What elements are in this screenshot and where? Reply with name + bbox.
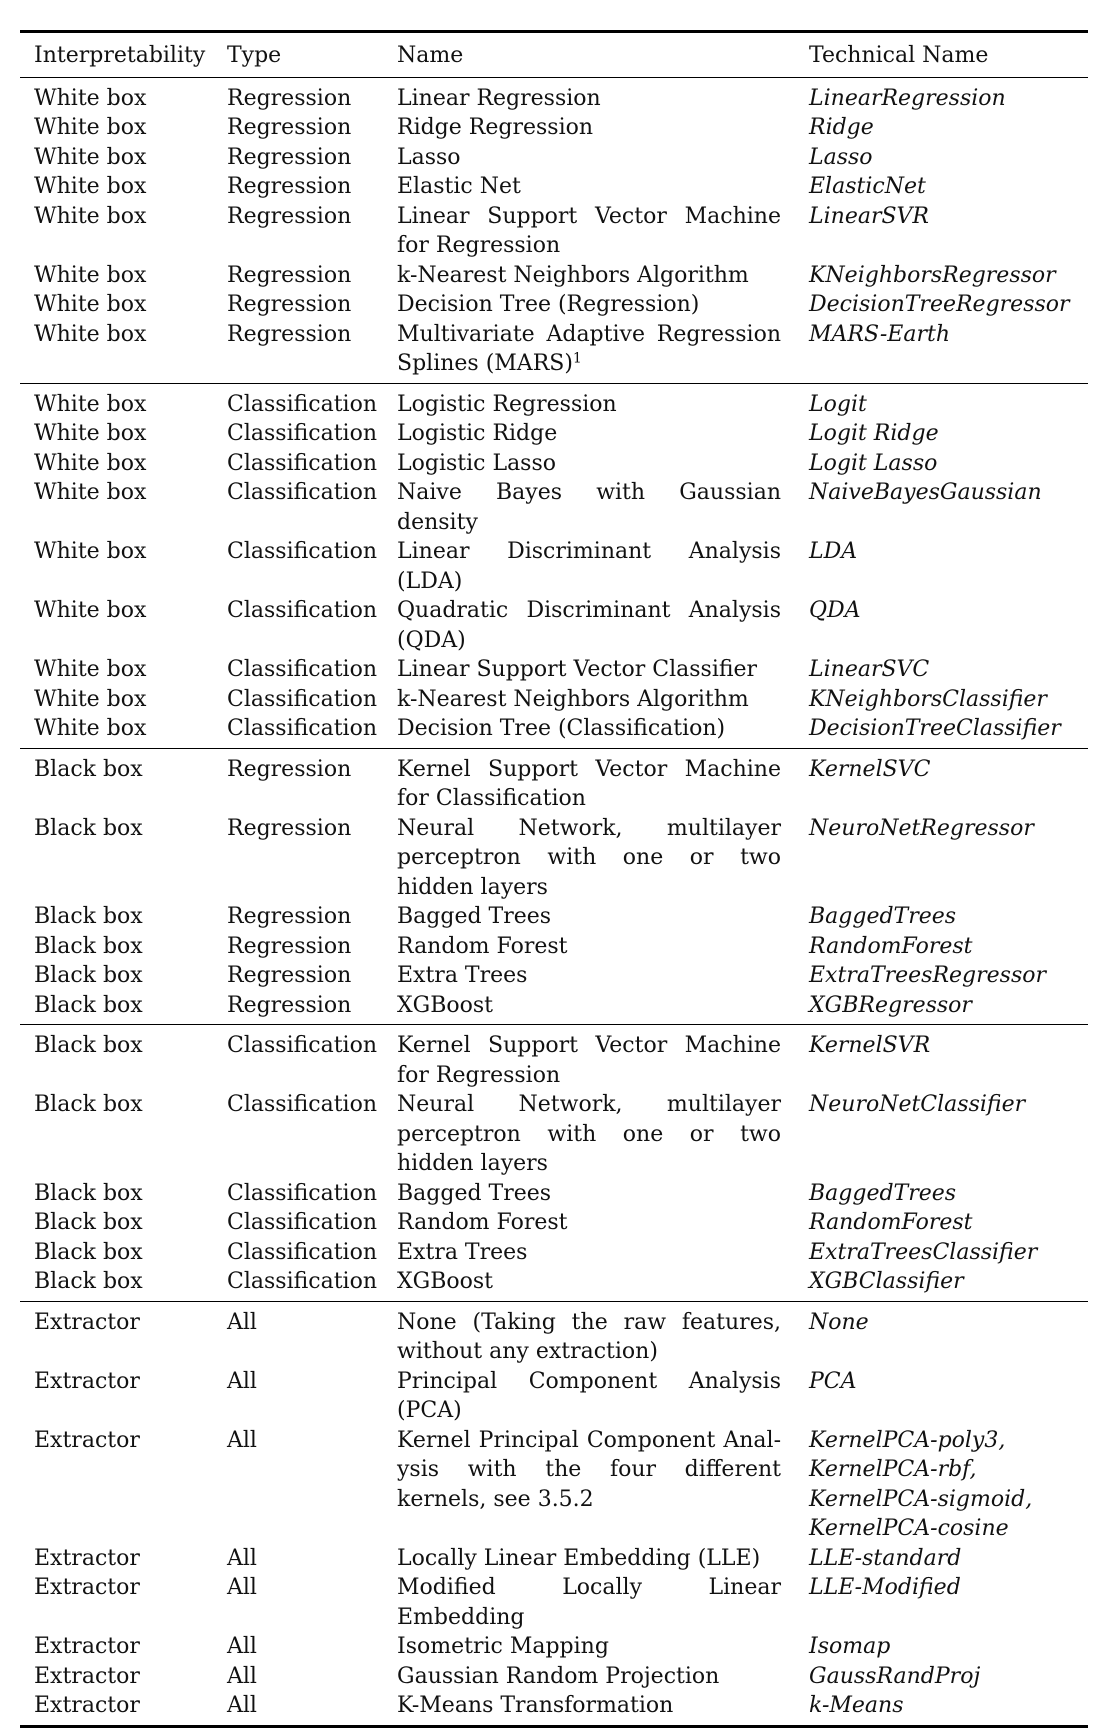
technical-name-cell: NeuroNetClassifier — [809, 1092, 1026, 1117]
name-cell — [383, 202, 795, 261]
model-name-text: Random Forest — [397, 1210, 568, 1235]
technical-name-cell: XGBRegressor — [809, 992, 972, 1018]
table-row — [20, 172, 1088, 202]
name-cell — [383, 77, 795, 113]
type-cell: Classification — [227, 1239, 378, 1265]
name-cell — [383, 991, 795, 1025]
table-row — [20, 77, 1088, 113]
model-name-text: Neural Network, multilayer perceptron with one or two hidden layers — [397, 1092, 781, 1176]
table-row — [20, 1544, 1088, 1574]
model-name-text: Decision Tree (Classification) — [397, 716, 726, 741]
type-cell: Classification — [227, 480, 378, 505]
technical-name-cell: PCA — [809, 1368, 857, 1394]
technical-name-cell: LinearSVC — [809, 657, 930, 682]
type-cell: Regression — [227, 992, 352, 1018]
technical-name-cell: BaggedTrees — [809, 1180, 957, 1206]
type-cell: Classification — [227, 1180, 378, 1206]
name-cell — [383, 419, 795, 449]
name-cell — [383, 714, 795, 748]
table-row — [20, 1025, 1088, 1091]
interpretability-cell: White box — [34, 321, 147, 347]
interpretability-cell: Black box — [34, 756, 143, 782]
interpretability-cell: White box — [34, 391, 147, 417]
technical-name-cell: KernelSVR — [809, 1033, 931, 1058]
model-name-text: XGBoost — [397, 992, 494, 1018]
interpretability-cell: Black box — [34, 1180, 143, 1206]
name-cell — [383, 290, 795, 320]
technical-name-cell: LinearSVR — [809, 203, 929, 229]
technical-name-cell: k-Means — [809, 1693, 904, 1718]
table-row — [20, 814, 1088, 903]
technical-name-cell: LinearRegression — [809, 85, 1006, 111]
interpretability-cell: White box — [34, 421, 147, 446]
table-row — [20, 1632, 1088, 1662]
name-cell — [383, 1632, 795, 1662]
model-name-text: Bagged Trees — [397, 904, 552, 929]
table-header — [20, 32, 1088, 78]
name-cell — [383, 1367, 795, 1426]
model-name-text: Multivariate Adaptive Regression Splines (MARS) — [397, 321, 781, 376]
model-name-text: Modified Locally Linear Embedding — [397, 1575, 781, 1630]
name-cell — [383, 1090, 795, 1179]
type-cell: Classification — [227, 1033, 378, 1058]
technical-name-cell: Logit Ridge — [809, 421, 939, 446]
model-name-text: Logistic Lasso — [397, 450, 557, 476]
name-cell — [383, 1544, 795, 1574]
table-row — [20, 320, 1088, 384]
type-cell: Classification — [227, 657, 378, 682]
interpretability-cell: White box — [34, 85, 147, 111]
model-name-text: K-Means Transformation — [397, 1693, 674, 1718]
header-technical-name: Technical Name — [809, 43, 989, 68]
name-cell — [383, 537, 795, 596]
model-name-text: Kernel Principal Component Analysis with the four different kernels, see 3.5.2 — [397, 1427, 781, 1512]
type-cell: Regression — [227, 203, 352, 229]
model-name-text: Locally Linear Embedding (LLE) — [397, 1545, 761, 1571]
name-cell — [383, 596, 795, 655]
model-name-text: Ridge Regression — [397, 115, 594, 140]
interpretability-cell: White box — [34, 292, 147, 317]
technical-name-cell: Isomap — [809, 1634, 891, 1659]
technical-name-cell: RandomForest — [809, 1210, 973, 1235]
interpretability-cell: Black box — [34, 933, 143, 959]
interpretability-cell: Extractor — [34, 1545, 140, 1571]
type-cell: All — [227, 1575, 257, 1600]
table-row — [20, 1662, 1088, 1692]
type-cell: Classification — [227, 598, 378, 623]
type-cell: Regression — [227, 904, 352, 929]
interpretability-cell: White box — [34, 174, 147, 199]
model-name-text: Linear Regression — [397, 85, 601, 111]
model-name-text: Linear Support Vector Machine for Regression — [397, 203, 781, 258]
type-cell: Regression — [227, 815, 352, 841]
name-cell — [383, 113, 795, 143]
type-cell: Classification — [227, 1269, 378, 1294]
model-name-text: Naive Bayes with Gaussian density — [397, 480, 781, 535]
header-name: Name — [397, 43, 464, 68]
model-name-text: Elastic Net — [397, 174, 521, 199]
interpretability-cell: White box — [34, 716, 147, 741]
interpretability-cell: Extractor — [34, 1427, 140, 1453]
table-row — [20, 261, 1088, 291]
name-cell — [383, 320, 795, 384]
table-row — [20, 596, 1088, 655]
technical-name-cell: KernelSVC — [809, 756, 931, 782]
technical-name-cell: DecisionTreeClassifier — [809, 716, 1061, 741]
model-name-text: XGBoost — [397, 1269, 494, 1294]
model-name-text: Random Forest — [397, 933, 568, 959]
type-cell: All — [227, 1693, 257, 1718]
name-cell — [383, 961, 795, 991]
interpretability-cell: Extractor — [34, 1309, 140, 1335]
model-name-text: Principal Component Analysis (PCA) — [397, 1368, 781, 1423]
header-type: Type — [227, 43, 282, 68]
type-cell: Regression — [227, 292, 352, 317]
table-row — [20, 655, 1088, 685]
table-group — [20, 77, 1088, 383]
interpretability-cell: Black box — [34, 1269, 143, 1294]
interpretability-cell: Extractor — [34, 1368, 140, 1394]
technical-name-cell: LLE-standard — [809, 1545, 962, 1571]
interpretability-cell: White box — [34, 262, 147, 288]
name-cell — [383, 748, 795, 814]
interpretability-cell: White box — [34, 598, 147, 623]
table-group — [20, 383, 1088, 748]
table-row — [20, 1301, 1088, 1367]
model-name-text: Bagged Trees — [397, 1180, 552, 1206]
name-cell — [383, 1238, 795, 1268]
technical-name-cell: BaggedTrees — [809, 904, 957, 929]
type-cell: All — [227, 1368, 257, 1394]
name-cell — [383, 1301, 795, 1367]
type-cell: Classification — [227, 391, 378, 417]
model-name-text: Kernel Support Vector Machine for Regression — [397, 1033, 781, 1088]
technical-name-cell: GaussRandProj — [809, 1663, 981, 1689]
table-row — [20, 1090, 1088, 1179]
technical-name-cell: NeuroNetRegressor — [809, 815, 1034, 841]
interpretability-cell: White box — [34, 115, 147, 140]
technical-name-cell: ExtraTreesClassifier — [809, 1239, 1038, 1265]
name-cell — [383, 261, 795, 291]
table-row — [20, 685, 1088, 715]
type-cell: Classification — [227, 450, 378, 476]
model-table — [20, 30, 1088, 1728]
model-name-text: Isometric Mapping — [397, 1634, 609, 1659]
technical-name-cell: KNeighborsRegressor — [809, 262, 1056, 288]
name-cell — [383, 814, 795, 903]
name-cell — [383, 1208, 795, 1238]
technical-name-cell: RandomForest — [809, 933, 973, 959]
interpretability-cell: Extractor — [34, 1663, 140, 1689]
name-cell — [383, 143, 795, 173]
technical-name-cell: QDA — [809, 598, 861, 623]
interpretability-cell: White box — [34, 539, 147, 564]
interpretability-cell: Extractor — [34, 1634, 140, 1659]
table-row — [20, 1179, 1088, 1209]
table-row — [20, 902, 1088, 932]
technical-name-cell: KNeighborsClassifier — [809, 686, 1047, 712]
interpretability-cell: White box — [34, 686, 147, 712]
name-cell — [383, 449, 795, 479]
table-row — [20, 478, 1088, 537]
interpretability-cell: White box — [34, 480, 147, 505]
interpretability-cell: Black box — [34, 992, 143, 1018]
model-name-text: Linear Discriminant Analysis (LDA) — [397, 539, 781, 594]
table-row — [20, 290, 1088, 320]
name-cell — [383, 1426, 795, 1544]
interpretability-cell: White box — [34, 450, 147, 476]
table-row — [20, 1573, 1088, 1632]
table-row — [20, 419, 1088, 449]
model-name-text: Logistic Ridge — [397, 421, 558, 446]
name-cell — [383, 1025, 795, 1091]
interpretability-cell: Extractor — [34, 1693, 140, 1718]
table-row — [20, 143, 1088, 173]
interpretability-cell: White box — [34, 657, 147, 682]
technical-name-cell: XGBClassifier — [809, 1269, 964, 1294]
type-cell: Classification — [227, 539, 378, 564]
type-cell: Regression — [227, 262, 352, 288]
model-name-text: k-Nearest Neighbors Algorithm — [397, 262, 749, 288]
type-cell: Regression — [227, 174, 352, 199]
type-cell: All — [227, 1545, 257, 1571]
name-cell — [383, 172, 795, 202]
model-name-text: Kernel Support Vector Machine for Classification — [397, 756, 781, 811]
table-row — [20, 1238, 1088, 1268]
technical-name-cell: LLE-Modified — [809, 1575, 961, 1600]
model-name-text: Gaussian Random Projection — [397, 1663, 720, 1689]
model-name-text: Linear Support Vector Classifier — [397, 657, 758, 682]
technical-name-cell: LDA — [809, 539, 858, 564]
name-cell — [383, 655, 795, 685]
model-name-text: Quadratic Discriminant Analysis (QDA) — [397, 598, 781, 653]
interpretability-cell: Black box — [34, 963, 143, 988]
technical-name-cell: Ridge — [809, 115, 874, 140]
model-name-text: Decision Tree (Regression) — [397, 292, 700, 317]
technical-name-cell: Logit — [809, 391, 867, 417]
footnote-marker: 1 — [572, 350, 582, 367]
technical-name-cell: MARS-Earth — [809, 321, 950, 347]
interpretability-cell: Black box — [34, 904, 143, 929]
type-cell: Classification — [227, 716, 378, 741]
table-row — [20, 961, 1088, 991]
table-row — [20, 1426, 1088, 1544]
table-group — [20, 1301, 1088, 1726]
technical-name-cell: Lasso — [809, 144, 873, 170]
type-cell: Classification — [227, 1210, 378, 1235]
model-name-text: Neural Network, multilayer perceptron with one or two hidden layers — [397, 815, 781, 900]
type-cell: Regression — [227, 756, 352, 782]
name-cell — [383, 902, 795, 932]
type-cell: All — [227, 1427, 257, 1453]
table-row — [20, 1208, 1088, 1238]
model-table-container — [20, 30, 1088, 1728]
technical-name-cell: NaiveBayesGaussian — [809, 480, 1042, 505]
name-cell — [383, 478, 795, 537]
interpretability-cell: Extractor — [34, 1575, 140, 1600]
type-cell: Regression — [227, 963, 352, 988]
interpretability-cell: Black box — [34, 1033, 143, 1058]
name-cell — [383, 932, 795, 962]
technical-name-cell: DecisionTreeRegressor — [809, 292, 1070, 317]
table-row — [20, 1267, 1088, 1301]
type-cell: All — [227, 1634, 257, 1659]
table-group — [20, 748, 1088, 1025]
name-cell — [383, 1662, 795, 1692]
header-row — [20, 32, 1088, 78]
table-row — [20, 113, 1088, 143]
table-row — [20, 1367, 1088, 1426]
type-cell: Regression — [227, 933, 352, 959]
name-cell — [383, 685, 795, 715]
model-name-text: Lasso — [397, 144, 461, 170]
type-cell: All — [227, 1663, 257, 1689]
model-name-text: Logistic Regression — [397, 391, 617, 417]
interpretability-cell: White box — [34, 144, 147, 170]
table-row — [20, 1691, 1088, 1726]
table-row — [20, 714, 1088, 748]
type-cell: Classification — [227, 421, 378, 446]
name-cell — [383, 1691, 795, 1726]
model-name-text: None (Taking the raw features, without any extraction) — [397, 1309, 781, 1364]
type-cell: All — [227, 1309, 257, 1335]
interpretability-cell: White box — [34, 203, 147, 229]
type-cell: Classification — [227, 686, 378, 712]
name-cell — [383, 1267, 795, 1301]
name-cell — [383, 1179, 795, 1209]
model-name-text: Extra Trees — [397, 1239, 528, 1265]
interpretability-cell: Black box — [34, 1239, 143, 1265]
table-row — [20, 537, 1088, 596]
interpretability-cell: Black box — [34, 1210, 143, 1235]
header-interpretability: Interpretability — [34, 43, 206, 68]
model-name-text: k-Nearest Neighbors Algorithm — [397, 686, 749, 712]
technical-name-cell: Logit Lasso — [809, 450, 938, 476]
technical-name-cell: KernelPCA-poly3, KernelPCA-rbf, KernelPCA-sigmoid, KernelPCA-cosine — [809, 1427, 1033, 1541]
table-row — [20, 449, 1088, 479]
table-row — [20, 991, 1088, 1025]
table-row — [20, 748, 1088, 814]
type-cell: Regression — [227, 115, 352, 140]
type-cell: Classification — [227, 1092, 378, 1117]
table-group — [20, 1025, 1088, 1302]
table-row — [20, 202, 1088, 261]
technical-name-cell: ExtraTreesRegressor — [809, 963, 1047, 988]
name-cell — [383, 1573, 795, 1632]
technical-name-cell: ElasticNet — [809, 174, 926, 199]
type-cell: Regression — [227, 321, 352, 347]
type-cell: Regression — [227, 85, 352, 111]
name-cell — [383, 383, 795, 419]
interpretability-cell: Black box — [34, 1092, 143, 1117]
model-name-text: Extra Trees — [397, 963, 528, 988]
interpretability-cell: Black box — [34, 815, 143, 841]
type-cell: Regression — [227, 144, 352, 170]
table-row — [20, 932, 1088, 962]
technical-name-cell: None — [809, 1309, 869, 1335]
table-row — [20, 383, 1088, 419]
